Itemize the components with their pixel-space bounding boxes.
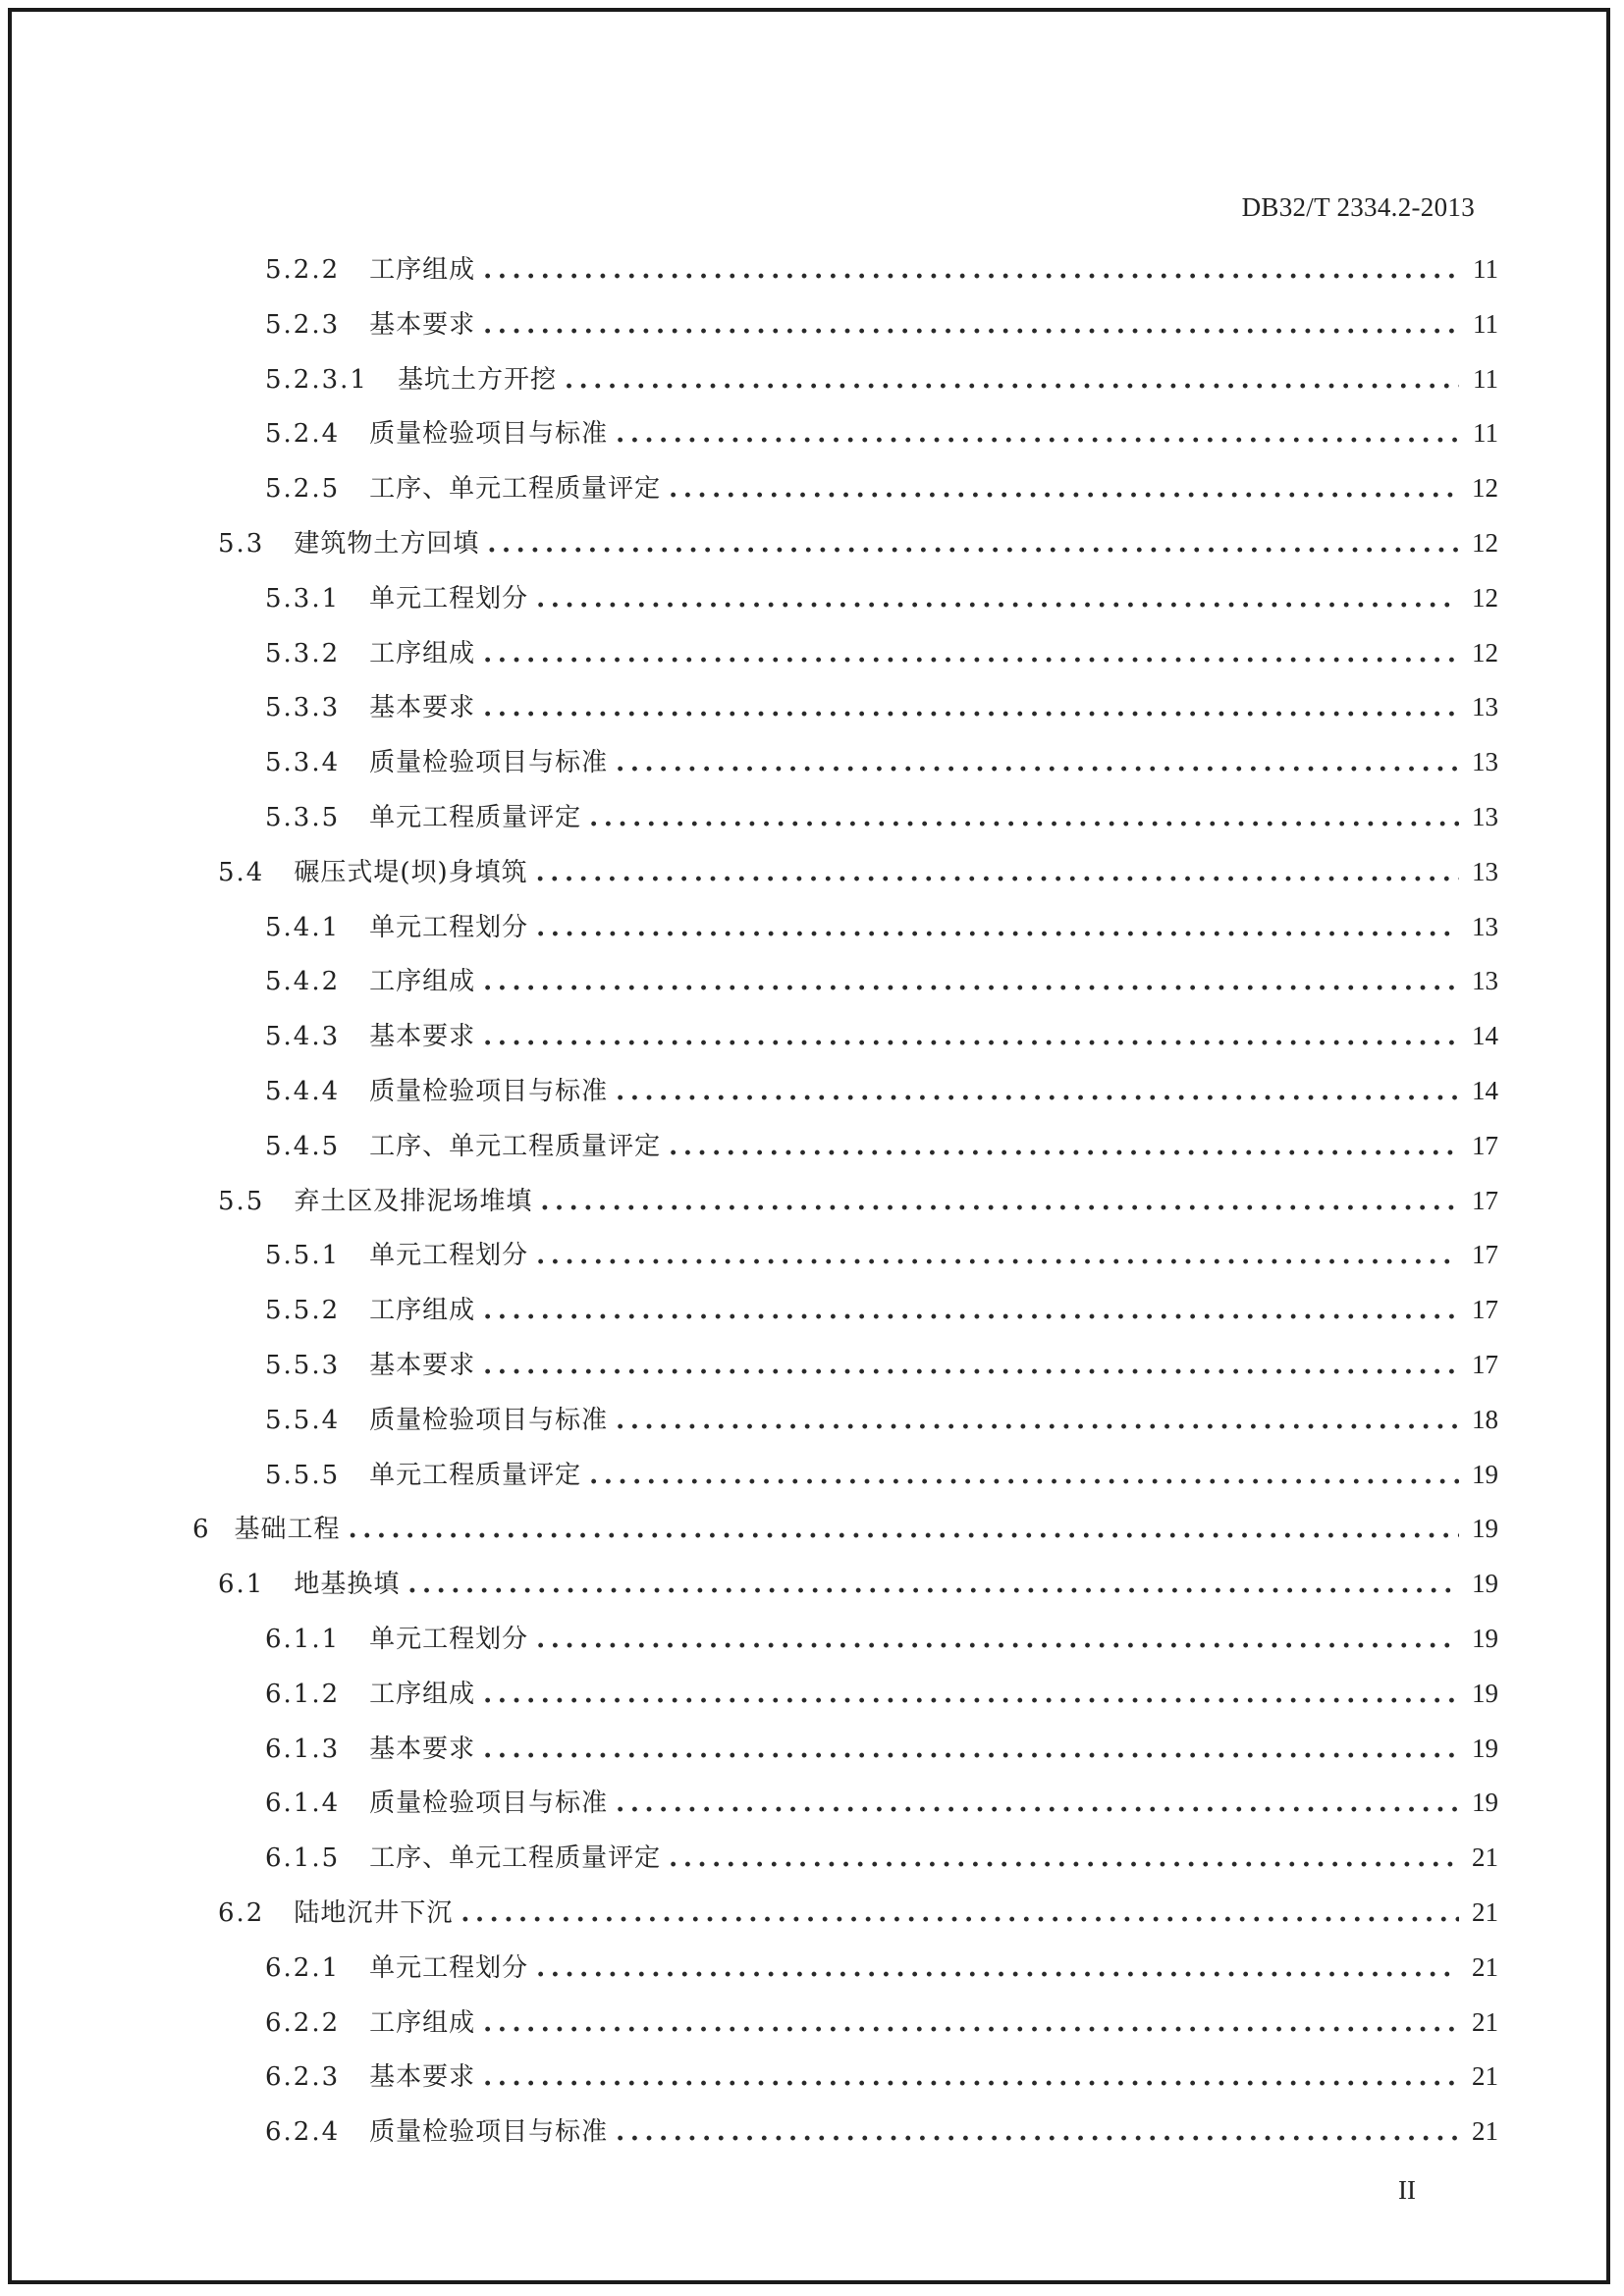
toc-page-number: 17 — [1472, 1295, 1498, 1325]
document-code: DB32/T 2334.2-2013 — [1241, 192, 1475, 222]
toc-dot-leader — [616, 406, 1459, 461]
toc-section-number: 6.1.4 — [265, 1789, 341, 1819]
toc-dot-leader — [483, 2050, 1459, 2105]
toc-dot-leader — [565, 352, 1459, 407]
toc-entry[interactable] — [265, 1447, 1498, 1502]
toc-page-number: 13 — [1472, 747, 1498, 777]
toc-section-title: 基本要求 — [369, 2062, 476, 2093]
toc-section-title: 工序组成 — [369, 1296, 476, 1326]
toc-page-number: 17 — [1472, 1240, 1498, 1270]
toc-entry[interactable] — [265, 405, 1498, 460]
toc-page-number: 19 — [1472, 1624, 1498, 1653]
toc-section-number: 5.2.2 — [265, 255, 341, 285]
toc-page-number: 21 — [1472, 2061, 1498, 2092]
toc-dot-leader — [616, 2105, 1459, 2160]
toc-dot-leader — [536, 1228, 1459, 1283]
toc-page-number: 13 — [1472, 911, 1498, 941]
toc-page-number: 14 — [1472, 1076, 1498, 1105]
toc-section-title: 单元工程质量评定 — [369, 1460, 582, 1490]
toc-entry[interactable] — [265, 1282, 1498, 1337]
toc-dot-leader — [536, 1941, 1459, 1996]
toc-section-title: 基本要求 — [369, 1022, 476, 1052]
toc-section-number: 5.3.5 — [265, 803, 341, 832]
toc-page-number: 19 — [1472, 1459, 1498, 1489]
toc-section-number: 6.2.2 — [265, 2007, 341, 2038]
toc-section-number: 5.2.3 — [265, 309, 341, 340]
toc-section-title: 单元工程划分 — [369, 1625, 529, 1654]
toc-dot-leader — [483, 626, 1459, 681]
toc-dot-leader — [536, 900, 1459, 955]
toc-page-number: 11 — [1473, 254, 1498, 284]
toc-entry[interactable] — [265, 1721, 1498, 1776]
toc-entry[interactable] — [265, 1337, 1498, 1392]
toc-page-number: 17 — [1472, 1130, 1498, 1160]
toc-section-title: 基本要求 — [369, 309, 476, 340]
toc-entry[interactable] — [265, 570, 1498, 625]
toc-section-number: 5.5.4 — [265, 1405, 341, 1435]
toc-section-title: 陆地沉井下沉 — [294, 1898, 454, 1928]
toc-dot-leader — [669, 1831, 1459, 1886]
toc-entry[interactable] — [218, 1885, 1498, 1940]
toc-page-number: 21 — [1472, 1951, 1498, 1982]
toc-page-number: 13 — [1472, 856, 1498, 886]
toc-dot-leader — [669, 461, 1459, 516]
toc-section-title: 基本要求 — [369, 1351, 476, 1380]
toc-section-number: 5.4 — [218, 857, 265, 887]
toc-section-title: 工序组成 — [369, 1679, 476, 1709]
toc-section-title: 单元工程划分 — [369, 583, 529, 614]
toc-section-title: 地基换填 — [294, 1570, 401, 1600]
toc-page-number: 19 — [1472, 1788, 1498, 1818]
toc-section-title: 基坑土方开挖 — [397, 364, 557, 395]
toc-entry[interactable] — [265, 789, 1498, 844]
toc-page-number: 11 — [1473, 363, 1498, 394]
toc-section-number: 5.3 — [218, 529, 265, 559]
toc-section-number: 5.4.4 — [265, 1077, 341, 1106]
toc-dot-leader — [483, 954, 1459, 1009]
toc-page-number: 12 — [1472, 528, 1498, 558]
toc-entry[interactable] — [265, 241, 1498, 296]
toc-dot-leader — [483, 1996, 1459, 2051]
toc-section-title: 基础工程 — [234, 1515, 341, 1545]
toc-entry[interactable] — [265, 1830, 1498, 1885]
page-number: II — [1398, 2175, 1416, 2205]
toc-dot-leader — [536, 1612, 1459, 1667]
toc-dot-leader — [540, 1174, 1459, 1229]
toc-dot-leader — [616, 1393, 1459, 1448]
toc-entry[interactable] — [218, 1556, 1498, 1611]
toc-entry[interactable] — [265, 1775, 1498, 1830]
toc-section-title: 弃土区及排泥场堆填 — [294, 1186, 533, 1216]
toc-dot-leader — [407, 1557, 1459, 1612]
toc-section-number: 5.3.4 — [265, 748, 341, 778]
toc-page-number: 11 — [1473, 418, 1498, 449]
toc-entry[interactable] — [265, 1611, 1498, 1666]
toc-section-number: 6.2.1 — [265, 1952, 341, 1983]
toc-section-number: 6.2.4 — [265, 2117, 341, 2148]
toc-dot-leader — [483, 1283, 1459, 1338]
toc-dot-leader — [589, 790, 1459, 845]
toc-entry[interactable] — [265, 2049, 1498, 2104]
toc-section-number: 5.5.2 — [265, 1296, 341, 1326]
toc-entry[interactable] — [265, 1118, 1498, 1173]
toc-section-number: 6.1.2 — [265, 1679, 341, 1709]
toc-dot-leader — [483, 1009, 1459, 1064]
toc-entry[interactable] — [265, 296, 1498, 351]
toc-section-title: 单元工程划分 — [369, 912, 529, 942]
toc-page-number: 12 — [1472, 637, 1498, 667]
toc-page-number: 21 — [1472, 1897, 1498, 1927]
toc-section-title: 基本要求 — [369, 1734, 476, 1764]
toc-section-number: 5.4.2 — [265, 967, 341, 997]
toc-page-number: 19 — [1472, 1514, 1498, 1544]
toc-section-number: 5.2.4 — [265, 419, 341, 450]
toc-entry[interactable] — [218, 1173, 1498, 1228]
toc-section-title: 工序、单元工程质量评定 — [369, 1131, 662, 1161]
toc-page-number: 19 — [1472, 1569, 1498, 1599]
toc-page-number: 13 — [1472, 966, 1498, 996]
toc-entry[interactable] — [265, 1995, 1498, 2050]
toc-section-title: 建筑物土方回填 — [294, 529, 480, 559]
toc-section-number: 5.2.5 — [265, 474, 341, 505]
toc-page-number: 13 — [1472, 692, 1498, 722]
toc-dot-leader — [483, 242, 1459, 297]
toc-entry[interactable] — [265, 625, 1498, 680]
toc-section-title: 质量检验项目与标准 — [369, 1405, 609, 1435]
toc-section-title: 质量检验项目与标准 — [369, 1789, 609, 1819]
toc-section-title: 工序组成 — [369, 255, 476, 285]
toc-dot-leader — [460, 1886, 1459, 1941]
toc-dot-leader — [536, 571, 1459, 626]
toc-section-title: 碾压式堤(坝)身填筑 — [294, 857, 528, 887]
toc-section-title: 工序、单元工程质量评定 — [369, 474, 662, 505]
toc-entry[interactable] — [265, 734, 1498, 789]
toc-section-number: 5.4.5 — [265, 1131, 341, 1161]
toc-dot-leader — [589, 1448, 1459, 1503]
toc-page-number: 13 — [1472, 802, 1498, 831]
toc-dot-leader — [483, 1667, 1459, 1722]
toc-page-number: 11 — [1473, 308, 1498, 339]
toc-section-number: 5.3.2 — [265, 638, 341, 668]
toc-section-number: 5.3.1 — [265, 583, 341, 614]
toc-entry[interactable] — [218, 515, 1498, 570]
toc-section-title: 质量检验项目与标准 — [369, 419, 609, 450]
toc-entry[interactable] — [265, 899, 1498, 954]
toc-section-number: 5.5 — [218, 1186, 265, 1216]
toc-dot-leader — [669, 1119, 1459, 1174]
toc-section-number: 6.1.3 — [265, 1734, 341, 1764]
toc-page-number: 21 — [1472, 2116, 1498, 2147]
toc-entry[interactable] — [265, 2104, 1498, 2159]
toc-section-number: 6.1 — [218, 1570, 265, 1600]
toc-section-title: 质量检验项目与标准 — [369, 2117, 609, 2148]
toc-entry[interactable] — [265, 460, 1498, 515]
toc-section-number: 5.5.3 — [265, 1351, 341, 1380]
toc-dot-leader — [483, 297, 1459, 352]
toc-page-number: 19 — [1472, 1678, 1498, 1708]
toc-section-number: 6.1.5 — [265, 1843, 341, 1874]
toc-section-title: 单元工程划分 — [369, 1952, 529, 1983]
toc-section-number: 5.5.1 — [265, 1241, 341, 1271]
toc-section-title: 工序组成 — [369, 638, 476, 668]
toc-section-title: 工序、单元工程质量评定 — [369, 1843, 662, 1874]
toc-section-number: 5.4.3 — [265, 1022, 341, 1052]
toc-dot-leader — [483, 1722, 1459, 1777]
toc-section-number: 6 — [192, 1515, 211, 1545]
toc-dot-leader — [616, 735, 1459, 790]
toc-dot-leader — [483, 1338, 1459, 1393]
toc-dot-leader — [349, 1502, 1459, 1557]
toc-section-number: 6.2.3 — [265, 2062, 341, 2093]
toc-dot-leader — [616, 1064, 1459, 1119]
toc-page-number: 17 — [1472, 1350, 1498, 1379]
toc-section-number: 6.2 — [218, 1898, 265, 1928]
toc-entry[interactable] — [265, 953, 1498, 1008]
toc-section-title: 质量检验项目与标准 — [369, 748, 609, 778]
toc-section-title: 基本要求 — [369, 693, 476, 723]
toc-section-number: 5.2.3.1 — [265, 364, 368, 395]
toc-page-number: 21 — [1472, 2006, 1498, 2037]
toc-section-number: 5.4.1 — [265, 912, 341, 942]
toc-entry[interactable] — [265, 1392, 1498, 1447]
toc-entry[interactable] — [265, 1008, 1498, 1063]
toc-entry[interactable] — [265, 679, 1498, 734]
toc-entry[interactable] — [218, 844, 1498, 899]
toc-page-number: 21 — [1472, 1842, 1498, 1873]
toc-section-number: 5.5.5 — [265, 1460, 341, 1490]
toc-section-title: 单元工程质量评定 — [369, 803, 582, 832]
toc-entry[interactable] — [265, 1227, 1498, 1282]
toc-section-title: 工序组成 — [369, 2007, 476, 2038]
toc-dot-leader — [536, 845, 1459, 900]
toc-section-number: 6.1.1 — [265, 1625, 341, 1654]
toc-page-number: 12 — [1472, 473, 1498, 504]
toc-page-number: 12 — [1472, 582, 1498, 613]
toc-page-number: 18 — [1472, 1404, 1498, 1434]
toc-dot-leader — [483, 680, 1459, 735]
toc-entry[interactable] — [265, 1940, 1498, 1995]
toc-section-title: 工序组成 — [369, 967, 476, 997]
toc-section-number: 5.3.3 — [265, 693, 341, 723]
toc-entry[interactable] — [192, 1501, 1498, 1556]
toc-entry[interactable] — [265, 1063, 1498, 1118]
toc-entry[interactable] — [265, 351, 1498, 406]
toc-dot-leader — [616, 1776, 1459, 1831]
toc-section-title: 质量检验项目与标准 — [369, 1077, 609, 1106]
toc-entry[interactable] — [265, 1666, 1498, 1721]
toc-page-number: 19 — [1472, 1733, 1498, 1763]
toc-dot-leader — [487, 516, 1459, 571]
toc-page-number: 14 — [1472, 1021, 1498, 1051]
toc-page-number: 17 — [1472, 1185, 1498, 1215]
toc-section-title: 单元工程划分 — [369, 1241, 529, 1271]
